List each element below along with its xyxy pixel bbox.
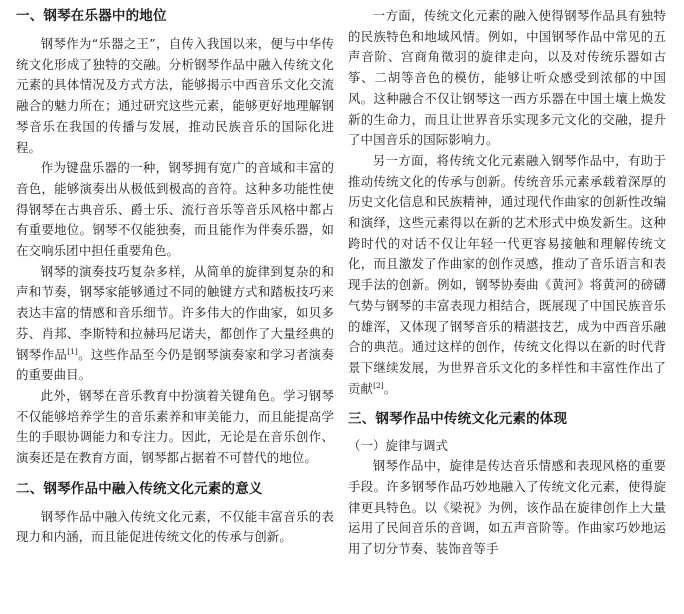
right-column: [348, 6, 666, 560]
citation-marker: [2]: [373, 380, 384, 390]
paragraph: [16, 158, 334, 262]
paragraph-text: 此外，钢琴在音乐教育中扮演着关键角色。学习钢琴不仅能够培养学生的音乐素养和审美能力，而且能提高学生的手眼协调能力和专注力。因此，无论是在音乐创作、演奏还是在教育方面，钢琴都占据着不可替代的地位。: [16, 387, 334, 466]
section2-heading: 二、钢琴作品中融入传统文化元素的意义: [16, 480, 263, 497]
paragraph-text-tail: 。这些作品至今仍是钢琴演奏家和学习者演奏的重要曲目。: [16, 346, 334, 383]
section1-heading: 一、钢琴在乐器中的地位: [16, 8, 167, 24]
paragraph-text: 另一方面，将传统文化元素融入钢琴作品中，有助于推动传统文化的传承与创新。传统音乐元素承载着深厚的历史文化信息和民族精神，通过现代作曲家的创新性改编和演绎，这些元素得以在新的艺术形式中焕发新生。这种跨时代的对话不仅让年轻一代更容易接触和理解传统文化，而且激发了作曲家的创作灵感，推动了音乐语言和表现手法的创新。例如，钢琴协奏曲《黄河》将黄河的磅礴气势与钢琴的丰富表现力相结合，既展现了中国民族音乐的雄浑，又体现了钢琴音乐的精湛技艺，成为中西音乐融合的典范。通过这样的创作，传统文化得以在新的时代背景下继续发展，为世界音乐文化的多样性和丰富性作出了贡献: [348, 152, 666, 396]
section3-heading: 三、钢琴作品中传统文化元素的体现: [348, 411, 568, 428]
paragraph-text: 作为键盘乐器的一种，钢琴拥有宽广的音域和丰富的音色，能够演奏出从极低到极高的音符。这种多功能性使得钢琴在古典音乐、爵士乐、流行音乐等音乐风格中都占有重要地位。钢琴不仅能独奏，而且能作为伴奏乐器，如在交响乐团中担任重要角色。: [16, 160, 334, 259]
paragraph-text: 钢琴作品中，旋律是传达音乐情感和表现风格的重要手段。许多钢琴作品巧妙地融入了传统文化元素，使得旋律更具特色。以《梁祝》为例，该作品在旋律创作上大量运用了民间音乐的音调，如五声音阶等。作曲家巧妙地运用了切分节奏、装饰音等手: [348, 458, 666, 557]
citation-marker: [1]: [67, 346, 78, 356]
paragraph: [16, 386, 334, 469]
paragraph: [348, 6, 666, 151]
left-column: [16, 6, 334, 548]
paragraph-text: 钢琴作品中融入传统文化元素，不仅能丰富音乐的表现力和内涵，而且能促进传统文化的传承与创新。: [16, 508, 334, 545]
paragraph-text: 一方面，传统文化元素的融入使得钢琴作品具有独特的民族特色和地域风情。例如，中国钢琴作品中常见的五声音阶、宫商角徵羽的旋律走向，以及对传统乐器如古筝、二胡等音色的模仿，能够让听众感受到浓郁的中国风。这种融合不仅让钢琴这一西方乐器在中国土壤上焕发新的生命力，而且让世界音乐实现多元文化的交融，提升了中国音乐的国际影响力。: [348, 8, 666, 148]
paragraph: [16, 507, 334, 548]
paragraph-text: 钢琴作为“乐器之王”，自传入我国以来，便与中华传统文化形成了独特的交融。分析钢琴作品中融入传统文化元素的具体情况及方式方法，能够揭示中西音乐文化交流融合的魅力所在；通过研究这些元素，能够更好地理解钢琴音乐在我国的传播与发展，推动民族音乐的国际化进程。: [16, 36, 334, 155]
subsection-heading: （一）旋律与调式: [348, 438, 449, 454]
paragraph-text-tail: 。: [383, 380, 397, 396]
paragraph: [348, 456, 666, 560]
paragraph: [16, 262, 334, 386]
paragraph: [16, 34, 334, 158]
paragraph-text: 钢琴的演奏技巧复杂多样，从简单的旋律到复杂的和声和节奏，钢琴家能够通过不同的触键方式和踏板技巧来表达丰富的情感和音乐细节。许多伟大的作曲家，如贝多芬、肖邦、李斯特和拉赫玛尼诺夫，都创作了大量经典的钢琴作品: [16, 263, 334, 362]
paragraph: [348, 151, 666, 399]
